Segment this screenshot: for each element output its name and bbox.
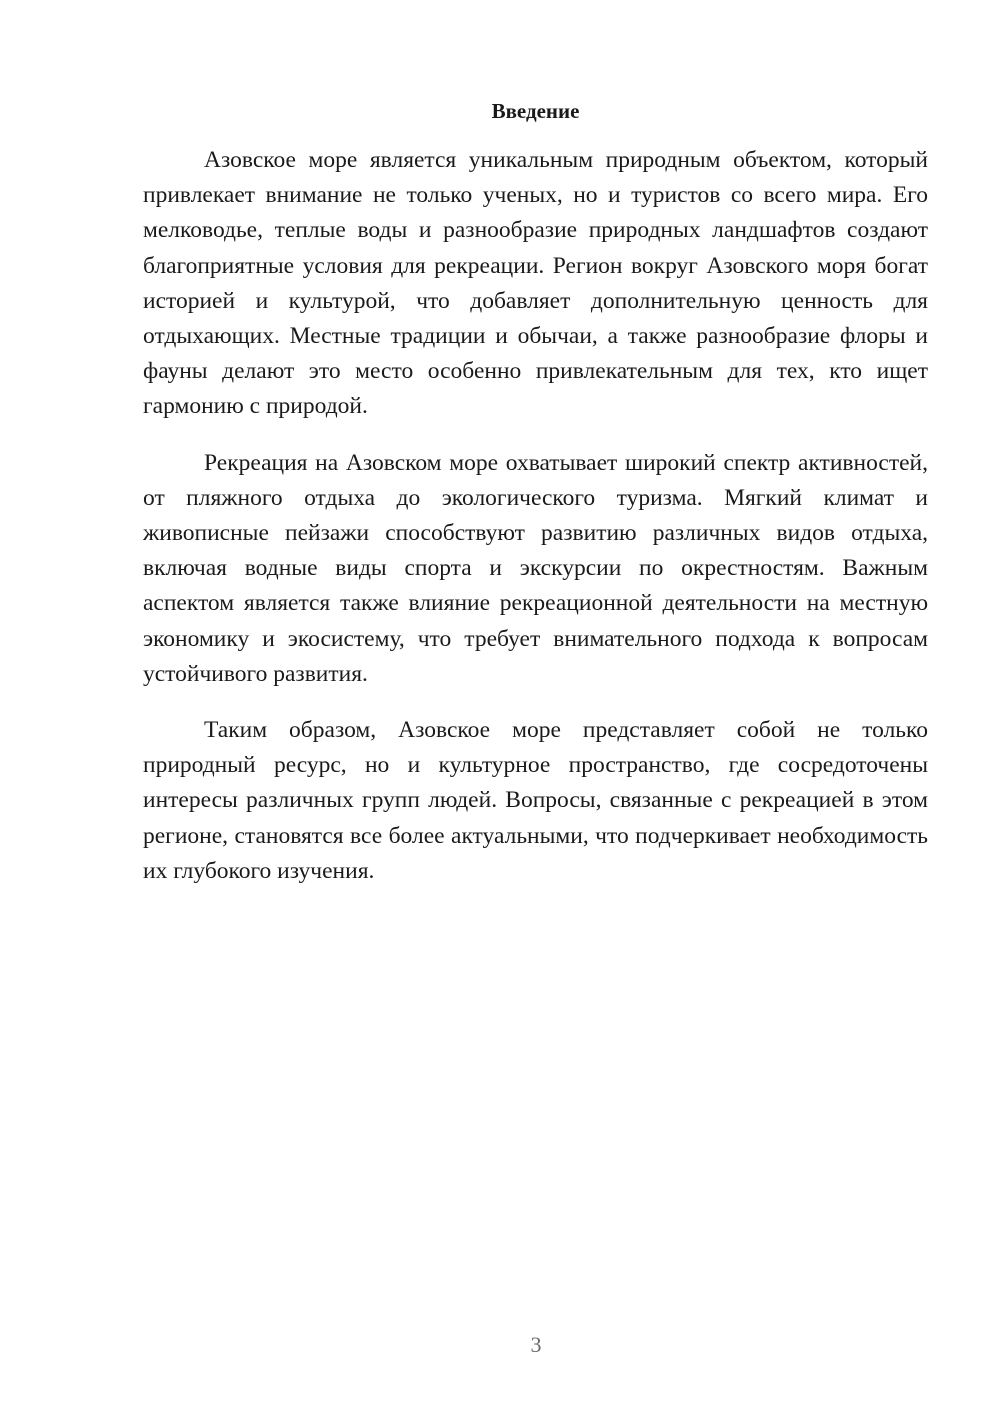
section-heading: Введение: [491, 99, 580, 123]
paragraph-2: Рекреация на Азовском море охватывает широкий спектр активностей, от пляжного отдыха до экологического туризма. Мягкий климат и живописные пейзажи способствуют развитию различных видов отдыха, включая водные виды спорта и экскурсии по окрестностям. Важным аспектом является также влияние рекреационной деятельности на местную экономику и экосистему, что требует внимательного подхода к вопросам устойчивого развития.: [143, 449, 928, 687]
page-content: [143, 94, 928, 910]
page-number: 3: [530, 1332, 542, 1357]
paragraph-3: Таким образом, Азовское море представляет собой не только природный ресурс, но и культурное пространство, где сосредоточены интересы различных групп людей. Вопросы, связанные с рекреацией в этом регионе, становятся все более актуальными, что подчеркивает необходимость их глубокого изучения.: [143, 717, 928, 884]
paragraph-1: Азовское море является уникальным природным объектом, который привлекает внимание не только ученых, но и туристов со всего мира. Его мелководье, теплые воды и разнообразие природных ландшафтов создают благоприятные условия для рекреации. Регион вокруг Азовского моря богат историей и культурой, что добавляет дополнительную ценность для отдыхающих. Местные традиции и обычаи, а также разнообразие флоры и фауны делают это место особенно привлекательным для тех, кто ищет гармонию с природой.: [143, 147, 928, 420]
